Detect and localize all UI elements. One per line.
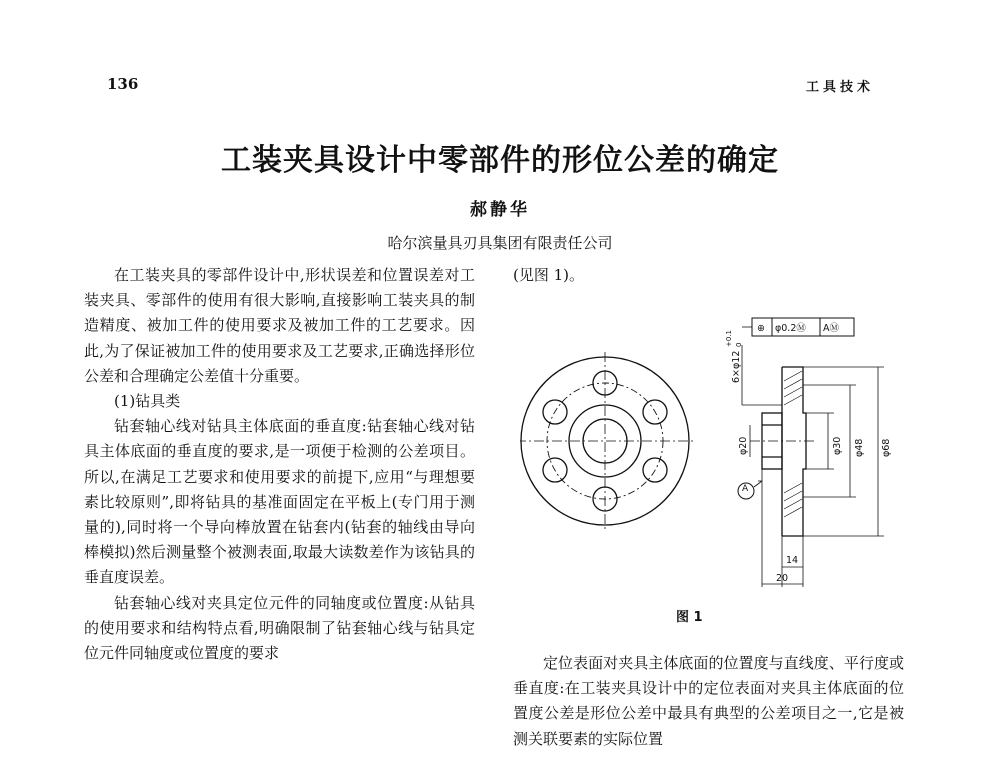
section-view [750, 367, 816, 536]
paragraph-perpendicularity: 钻套轴心线对钻具主体底面的垂直度:钻套轴心线对钻具主体底面的垂直度的要求,是一项便于检测的公差项目。所以,在满足工艺要求和使用要求的前提下,应用“与理想要素比较原则”,即将钻具的基准面固定在平板上(专门用于测量的),同时将一个导向棒放置在钻套内(钻套的轴线由导向棒模拟)然后测量整个被测表面,取最大读数差作为该钻具的垂直度误差。 [84, 417, 475, 587]
hole-tol-upper: +0.1 [725, 330, 733, 347]
right-column-bottom [513, 651, 904, 752]
dim-d20: φ20 [738, 436, 749, 455]
right-column-top [513, 263, 904, 288]
dim-d30: φ30 [832, 436, 843, 455]
paragraph-coaxiality: 钻套轴心线对夹具定位元件的同轴度或位置度:从钻具的使用要求和结构特点看,明确限制了钻套轴心线与钻具定位元件同轴度或位置度的要求 [84, 593, 475, 663]
article-title: 工装夹具设计中零部件的形位公差的确定 [221, 143, 779, 178]
paragraph-locating-surface: 定位表面对夹具主体底面的位置度与直线度、平行度或垂直度:在工装夹具设计中的定位表面对夹具主体底面的位置度公差是形位公差中最具有典型的公差项目之一,它是被测关联要素的实际位置 [513, 654, 904, 748]
figure-reference: (见图 1)。 [513, 266, 585, 284]
author: 郝静华 [470, 200, 530, 220]
paragraph-intro: 在工装夹具的零部件设计中,形状误差和位置误差对工装夹具、零部件的使用有很大影响,直接影响工装夹具的制造精度、被加工件的使用要求及被加工件的工艺要求。因此,为了保证被加工件的使用要求及工艺要求,正确选择形位公差和合理确定公差值十分重要。 [84, 266, 475, 385]
dim-d48: φ48 [854, 438, 865, 457]
datum-letter: A [742, 484, 749, 494]
datum-reference: AⓂ [823, 323, 839, 334]
position-symbol: ⊕ [757, 323, 765, 334]
dim-d68: φ68 [881, 438, 892, 457]
affiliation: 哈尔滨量具刃具集团有限责任公司 [387, 234, 613, 252]
figure-1-drawing [520, 305, 900, 600]
section-heading-drill-jigs: (1)钻具类 [114, 392, 181, 411]
page-number: 136 [107, 75, 139, 93]
left-column [84, 263, 475, 666]
dim-w14: 14 [786, 555, 799, 566]
hole-spec-dim: 6×φ12 [731, 350, 742, 383]
figure-caption: 图 1 [676, 610, 703, 625]
tolerance-value: φ0.2Ⓜ [775, 323, 806, 334]
dim-w20: 20 [776, 573, 789, 584]
hole-tol-lower: 0 [735, 342, 743, 347]
running-head: 工具技术 [806, 80, 875, 95]
